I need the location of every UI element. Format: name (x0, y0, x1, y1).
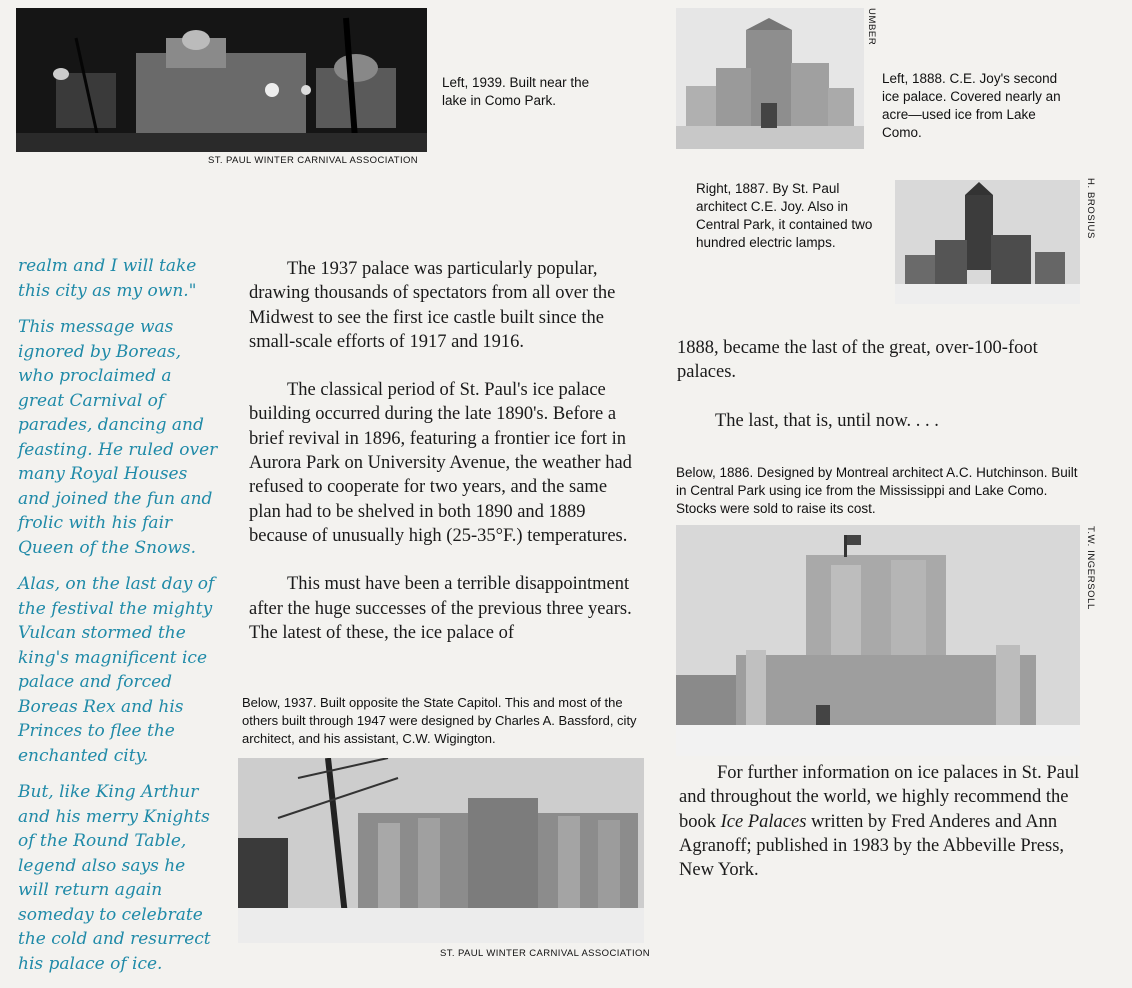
legend-paragraph-2: This message was ignored by Boreas, who proclaimed a great Carnival of parades, dancing and feasting. He ruled over many Royal Houses and joined the fun and frolic with his fair Queen of the Snows. (18, 317, 218, 558)
center-column (249, 257, 633, 645)
body-paragraph-disappointment: This must have been a terrible disappointment after the huge successes of the previous three years. The latest of these, the ice palace of (249, 574, 632, 643)
legend-paragraph-3: Alas, on the last day of the festival the mighty Vulcan stormed the king's magnificent ice palace and forced Boreas Rex and his Princes to flee the enchanted city. (18, 574, 215, 766)
body-paragraph-further-info (679, 761, 1084, 882)
right-column-closing (679, 761, 1084, 882)
photo-1939-caption: Left, 1939. Built near the lake in Como Park. (442, 75, 590, 108)
photo-1886-ice-palace (676, 525, 1080, 756)
photo-1939-ice-palace (16, 8, 427, 152)
legend-paragraph-4: But, like King Arthur and his merry Knights of the Round Table, legend also says he will return again someday to celebrate the cold and resurrect his palace of ice. (18, 782, 211, 974)
body-paragraph-until-now: The last, that is, until now. . . . (715, 410, 939, 431)
photo-1886-caption: Below, 1886. Designed by Montreal architect A.C. Hutchinson. Built in Central Park using ice from the Mississippi and Lake Como. Stocks were sold to raise its cost. (676, 465, 1078, 516)
further-info-tail: written by Fred Anderes and Ann Agranoff; published in 1983 by the Abbeville Press, New York. (679, 811, 1065, 881)
photo-1937-ice-palace (238, 758, 644, 943)
photo-1888-credit: UMBER (866, 8, 877, 46)
legend-paragraph-1: realm and I will take this city as my own." (18, 256, 197, 301)
photo-1888-ice-palace (676, 8, 864, 149)
photo-1887-credit: H. BROSIUS (1085, 178, 1096, 239)
photo-1939-credit: ST. PAUL WINTER CARNIVAL ASSOCIATION (208, 155, 419, 166)
photo-1887-caption: Right, 1887. By St. Paul architect C.E. Joy. Also in Central Park, it contained two hundred electric lamps. (696, 181, 873, 250)
photo-1888-caption: Left, 1888. C.E. Joy's second ice palace. Covered nearly an acre—used ice from Lake Como. (882, 71, 1061, 140)
right-column-text (677, 336, 1085, 433)
photo-1886-credit: T.W. INGERSOLL (1085, 526, 1096, 610)
body-paragraph-1888: 1888, became the last of the great, over-100-foot palaces. (677, 338, 1038, 383)
legend-column (18, 254, 218, 988)
book-title: Ice Palaces (720, 811, 807, 832)
body-paragraph-classical: The classical period of St. Paul's ice palace building occurred during the late 1890's. Before a brief revival in 1896, featuring a frontier ice fort in Aurora Park on University Avenue, the weather had refused to cooperate for two years, and the same plan had to be shelved in both 1890 and 1889 because of unusually high (25-35°F.) temperatures. (249, 380, 632, 546)
photo-1887-ice-palace (895, 180, 1080, 304)
photo-1937-credit: ST. PAUL WINTER CARNIVAL ASSOCIATION (440, 948, 651, 959)
body-paragraph-1937: The 1937 palace was particularly popular, drawing thousands of spectators from all over the Midwest to see the first ice castle built since the small-scale efforts of 1917 and 1916. (249, 259, 616, 352)
further-info-lead: For further information on ice palaces in St. Paul and throughout the world, we highly recommend the book (679, 763, 1080, 832)
photo-1937-caption: Below, 1937. Built opposite the State Capitol. This and most of the others built through 1947 were designed by Charles A. Bassford, city architect, and his assistant, C.W. Wigington. (242, 695, 637, 746)
